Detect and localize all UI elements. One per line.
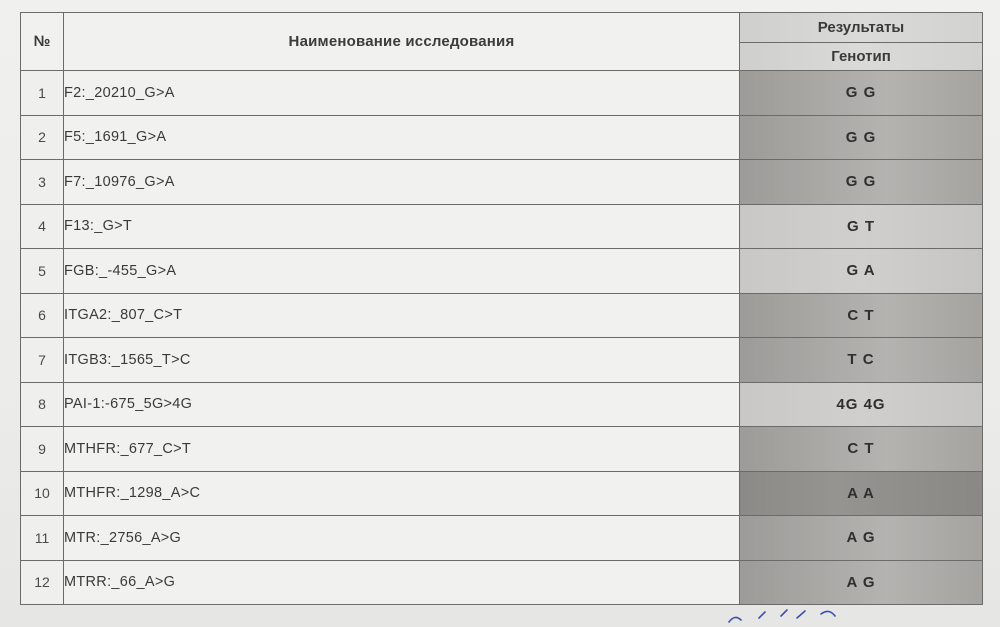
row-number: 6: [21, 293, 64, 338]
table-row: [21, 471, 983, 516]
test-name: PAI-1:-675_5G>4G: [64, 382, 740, 427]
row-number: 10: [21, 471, 64, 516]
row-number: 4: [21, 204, 64, 249]
header-results: Результаты: [740, 13, 983, 43]
table-row: [21, 71, 983, 116]
table-row: [21, 382, 983, 427]
genotype-result: C T: [740, 427, 983, 472]
row-number: 7: [21, 338, 64, 383]
handwritten-pen-mark: [725, 604, 855, 627]
genotype-results-table: [20, 12, 983, 605]
test-name: F5:_1691_G>A: [64, 115, 740, 160]
genotype-result: T C: [740, 338, 983, 383]
row-number: 3: [21, 160, 64, 205]
table-row: [21, 204, 983, 249]
genotype-result: 4G 4G: [740, 382, 983, 427]
row-number: 2: [21, 115, 64, 160]
test-name: F13:_G>T: [64, 204, 740, 249]
row-number: 8: [21, 382, 64, 427]
header-test-name: Наименование исследования: [64, 13, 740, 71]
test-name: MTR:_2756_A>G: [64, 516, 740, 561]
table-row: [21, 516, 983, 561]
table-row: [21, 560, 983, 605]
test-name: MTHFR:_1298_A>C: [64, 471, 740, 516]
genotype-result: G G: [740, 71, 983, 116]
genotype-result: G T: [740, 204, 983, 249]
table-row: [21, 338, 983, 383]
row-number: 1: [21, 71, 64, 116]
genotype-result: G G: [740, 160, 983, 205]
genotype-result: A G: [740, 560, 983, 605]
genotype-result: G G: [740, 115, 983, 160]
table-row: [21, 293, 983, 338]
test-name: F2:_20210_G>A: [64, 71, 740, 116]
table-row: [21, 249, 983, 294]
genotype-result: C T: [740, 293, 983, 338]
table-row: [21, 160, 983, 205]
row-number: 5: [21, 249, 64, 294]
table-row: [21, 427, 983, 472]
test-name: FGB:_-455_G>A: [64, 249, 740, 294]
test-name: MTRR:_66_A>G: [64, 560, 740, 605]
table-row: [21, 115, 983, 160]
test-name: F7:_10976_G>A: [64, 160, 740, 205]
header-number: №: [21, 13, 64, 71]
test-name: MTHFR:_677_C>T: [64, 427, 740, 472]
row-number: 9: [21, 427, 64, 472]
row-number: 12: [21, 560, 64, 605]
genotype-result: A A: [740, 471, 983, 516]
header-genotype: Генотип: [740, 42, 983, 71]
genotype-result: A G: [740, 516, 983, 561]
test-name: ITGB3:_1565_T>C: [64, 338, 740, 383]
genotype-result: G A: [740, 249, 983, 294]
test-name: ITGA2:_807_C>T: [64, 293, 740, 338]
row-number: 11: [21, 516, 64, 561]
